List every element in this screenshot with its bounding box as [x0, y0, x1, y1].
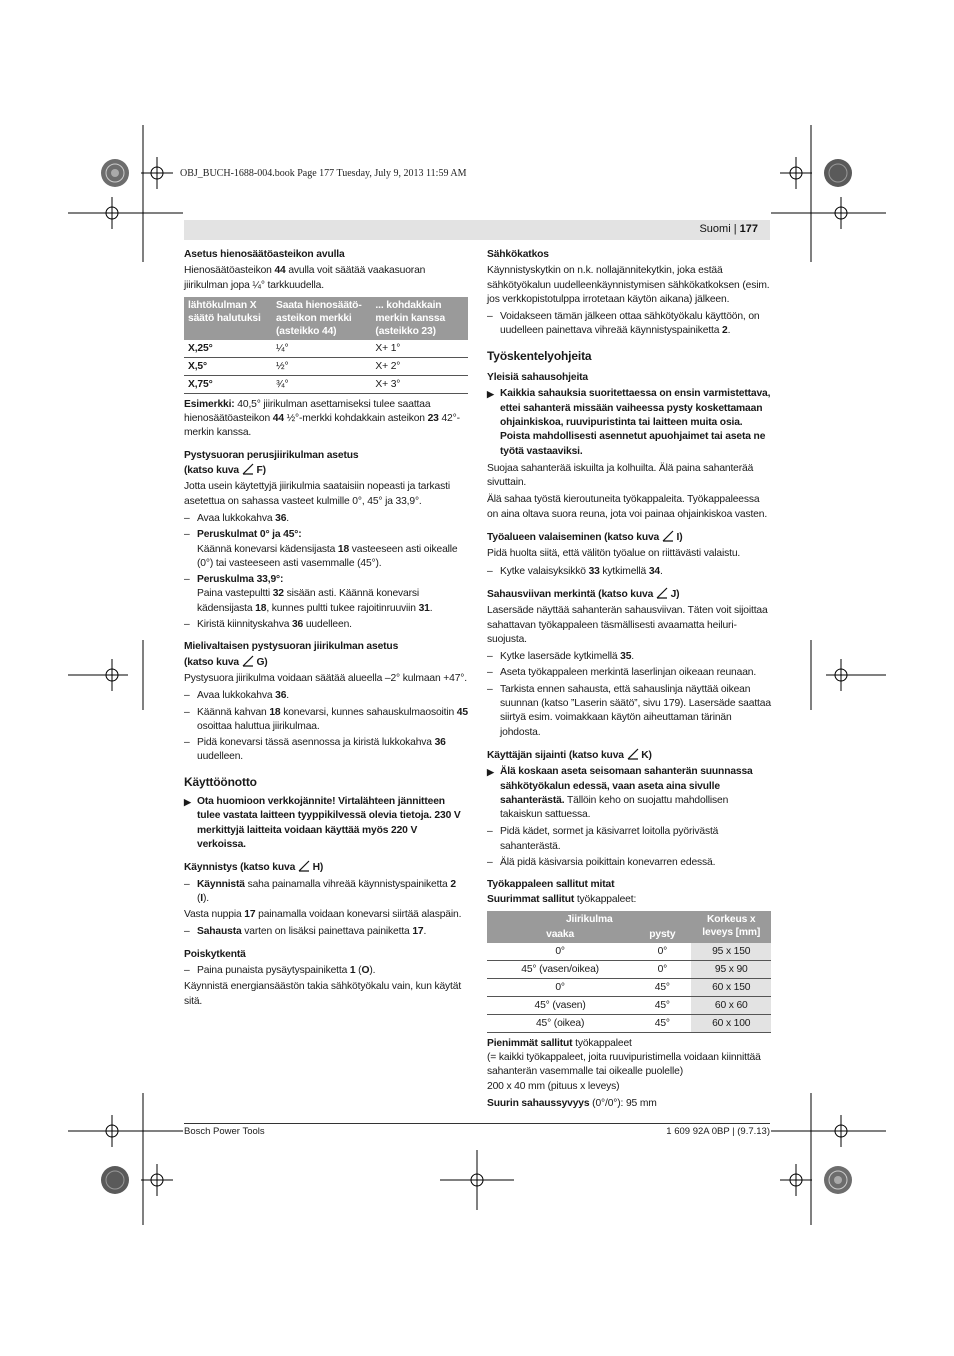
chapter-heading: Työskentelyohjeita — [487, 348, 592, 363]
warning-item: ▶ Älä koskaan aseta seisomaan sahanterän suunnassa sähkötyökalun edessä, vaan aseta aina sivulle sahanterästä. Tällöin keho on suojattu mahdollisen takaiskun sattuessa. — [487, 766, 753, 821]
warning-item: ▶ Kaikkia sahauksia suoritettaessa on ensin varmistettava, ettei sahanterä missään vaiheessa pysty koskettamaan ohjainkiskoa, ruuvipuristinta tai laitteen muita osia. Poista mahdollisesti asennetut apuohjaimet tai aseta ne työtä vastaaviksi. — [487, 388, 771, 457]
table-header: ... kohdakkain merkin kanssa (asteikko 23) — [371, 297, 468, 340]
left-column — [184, 248, 468, 1012]
list-item: – Aseta työkappaleen merkintä laserlinjan oikeaan reunaan. — [487, 666, 771, 680]
section-heading: Sahausviivan merkintä (katso kuva J) — [487, 588, 680, 600]
figure-ref-icon — [627, 748, 639, 760]
paragraph: (= kaikki työkappaleet, joita ruuvipuristimella voidaan kiinnittää sahanterän vasemmalle tai oikealle puolelle) — [487, 1052, 761, 1078]
section-heading: Asetus hienosäätöasteikon avulla — [184, 249, 345, 260]
table-header: pysty — [633, 926, 691, 943]
paragraph: Käynnistyskytkin on n.k. nollajännitekytkin, joka estää sähkötyökalun uudelleenkäynnistymisen sähkökatkoksen (esim. jos verkkopistotulppa irrotetaan käytön aikana) jälkeen. — [487, 265, 770, 305]
paragraph: Vasta nuppia 17 painamalla voidaan konevarsi siirtää alaspäin. — [184, 909, 462, 921]
list-item: – Paina punaista pysäytyspainiketta 1 (O). — [184, 964, 468, 978]
table-row: X,25° ¼° X+ 1° — [184, 340, 468, 358]
paragraph: Pystysuora jiirikulma voidaan säätää alueella –2° kulmaan +47°. — [184, 672, 467, 684]
list-item: – Peruskulmat 0° ja 45°: Käännä konevarsi kädensijasta 18 vasteeseen asti oikealle (0°) tai vasteeseen asti vasemmalle (45°). — [184, 528, 468, 571]
table-header: Korkeus x leveys [mm] — [691, 911, 771, 943]
paragraph: Suurimmat sallitut työkappaleet: — [487, 893, 637, 905]
list-item: – Pidä konevarsi tässä asennossa ja kiristä lukkokahva 36 uudelleen. — [184, 736, 468, 765]
print-slug: OBJ_BUCH-1688-004.book Page 177 Tuesday, July 9, 2013 11:59 AM — [180, 168, 467, 179]
right-column — [487, 248, 771, 1114]
table-row: 0° 45° 60 x 150 — [487, 978, 771, 996]
table-header: vaaka — [487, 926, 633, 943]
paragraph: Pidä huolta siitä, että välitön työalue on riittävästi valaistu. — [487, 548, 741, 560]
paragraph: Käynnistä energiansäästön takia sähkötyökalu vain, kun käytät sitä. — [184, 981, 462, 1007]
section-heading: Käynnistys (katso kuva H) — [184, 862, 324, 874]
table-row: 45° (vasen) 45° 60 x 60 — [487, 996, 771, 1014]
table-row: 45° (oikea) 45° 60 x 100 — [487, 1014, 771, 1032]
workpiece-size-table — [487, 911, 771, 1033]
list-item: – Peruskulma 33,9°: Paina vastepultti 32 sisään asti. Käännä konevarsi kädensijasta 18, kunnes pultti tukee rajoitinruuviin 31. — [184, 573, 468, 616]
figure-ref-icon — [662, 530, 674, 542]
example-paragraph: Esimerkki: 40,5° jiirikulman asettamiseksi tulee saattaa hienosäätöasteikon 44 ½°-merkki kohdakkain asteikon 23 42°-merkin kanssa. — [184, 398, 460, 439]
table-row: X,75° ¾° X+ 3° — [184, 375, 468, 393]
list-item: – Pidä kädet, sormet ja käsivarret loitolla pyörivästä sahanterästä. — [487, 825, 771, 854]
list-item: – Älä pidä käsivarsia poikittain konevarren edessä. — [487, 856, 771, 870]
header-separator: | — [733, 223, 737, 235]
warning-triangle-icon: ▶ — [487, 389, 494, 400]
list-item: – Avaa lukkokahva 36. — [184, 512, 468, 526]
paragraph: Suojaa sahanterää iskuilta ja kolhuilta. Älä paina sahanterää sivuttain. — [487, 462, 754, 489]
table-row: 0° 0° 95 x 150 — [487, 943, 771, 961]
section-heading: Työkappaleen sallitut mitat — [487, 879, 615, 891]
table-row: 45° (vasen/oikea) 0° 95 x 90 — [487, 960, 771, 978]
paragraph: Pienimmät sallitut työkappaleet — [487, 1037, 632, 1049]
section-heading: Pystysuoran perusjiirikulman asetus (katso kuva F) — [184, 449, 359, 477]
table-header: Jiirikulma — [487, 911, 691, 926]
list-item: – Tarkista ennen sahausta, että sahauslinja näyttää oikean suunnan (katso ”Laserin säätö”, sivu 179). Lasersäde saattaa siirtyä esim. voimakkaan käytön aiheuttaman tärinän johdosta. — [487, 683, 771, 740]
list-item: – Voidakseen tämän jälkeen ottaa sähkötyökalu käyttöön, on uudelleen painettava vihreää käynnistyspainiketta 2. — [487, 310, 771, 339]
page-header — [184, 220, 770, 240]
footer-rule — [184, 1123, 770, 1124]
page-number: 177 — [739, 223, 758, 235]
warning-triangle-icon: ▶ — [184, 797, 191, 808]
table-header: Saata hienosäätö- asteikon merkki (asteikko 44) — [272, 297, 371, 340]
chapter-heading: Käyttöönotto — [184, 774, 257, 789]
table-row: X,5° ½° X+ 2° — [184, 357, 468, 375]
section-heading: Poiskytkentä — [184, 948, 246, 960]
list-item: – Kytke lasersäde kytkimellä 35. — [487, 650, 771, 664]
list-item: – Kiristä kiinnityskahva 36 uudelleen. — [184, 618, 468, 632]
figure-ref-icon — [656, 587, 668, 599]
section-heading: Sähkökatkos — [487, 249, 549, 260]
footer-brand: Bosch Power Tools — [184, 1126, 265, 1137]
list-item: – Käännä kahvan 18 konevarsi, kunnes sahauskulmaosoitin 45 osoittaa haluttua jiirikulmaa. — [184, 706, 468, 735]
section-heading: Mielivaltaisen pystysuoran jiirikulman asetus (katso kuva G) — [184, 641, 399, 668]
paragraph: Jotta usein käytettyjä jiirikulmia saataisiin nopeasti ja tarkasti asetettua on sahassa vasteet kulmille 0°, 45° ja 33,9°. — [184, 481, 450, 507]
list-item: – Avaa lukkokahva 36. — [184, 689, 468, 703]
footer-docnumber: 1 609 92A 0BP | (9.7.13) — [666, 1126, 770, 1137]
figure-ref-icon — [242, 655, 254, 667]
section-heading: Yleisiä sahausohjeita — [487, 372, 589, 384]
section-heading: Työalueen valaiseminen (katso kuva I) — [487, 532, 683, 544]
figure-ref-icon — [298, 860, 310, 872]
list-item: – Kytke valaisyksikkö 33 kytkimellä 34. — [487, 565, 771, 579]
table-header: lähtökulman X säätö halutuksi — [184, 297, 272, 340]
paragraph: Hienosäätöasteikon 44 avulla voit säätää vaakasuoran jiirikulman jopa ¼° tarkkuudella. — [184, 265, 426, 291]
list-item: – Sahausta varten on lisäksi painettava painiketta 17. — [184, 925, 468, 939]
paragraph: Älä sahaa työstä kieroutuneita työkappaleita. Työkappaleessa on aina oltava suora reuna, jota voi painaa ohjainkiskoa vasten. — [487, 494, 768, 520]
section-heading: Käyttäjän sijainti (katso kuva K) — [487, 749, 652, 761]
warning-item: ▶ Ota huomioon verkkojännite! Virtalähteen jännitteen tulee vastata laitteen tyyppikilvessä olevia tietoja. 230 V merkittyjä laitteita voidaan käyttää myös 220 V verkoissa. — [184, 796, 461, 850]
header-language: Suomi — [699, 223, 731, 235]
paragraph: 200 x 40 mm (pituus x leveys) — [487, 1080, 620, 1092]
fine-scale-table — [184, 297, 468, 394]
figure-ref-icon — [242, 463, 254, 475]
warning-triangle-icon: ▶ — [487, 767, 494, 778]
list-item: – Käynnistä saha painamalla vihreää käynnistyspainiketta 2 (I). — [184, 878, 468, 907]
paragraph: Lasersäde näyttää sahanterän sahausviivan. Täten voit sijoittaa sahattavan työkappaleen täsmällisesti avaamatta heiluri-suojusta. — [487, 605, 768, 645]
paragraph: Suurin sahaussyvyys (0°/0°): 95 mm — [487, 1098, 657, 1110]
